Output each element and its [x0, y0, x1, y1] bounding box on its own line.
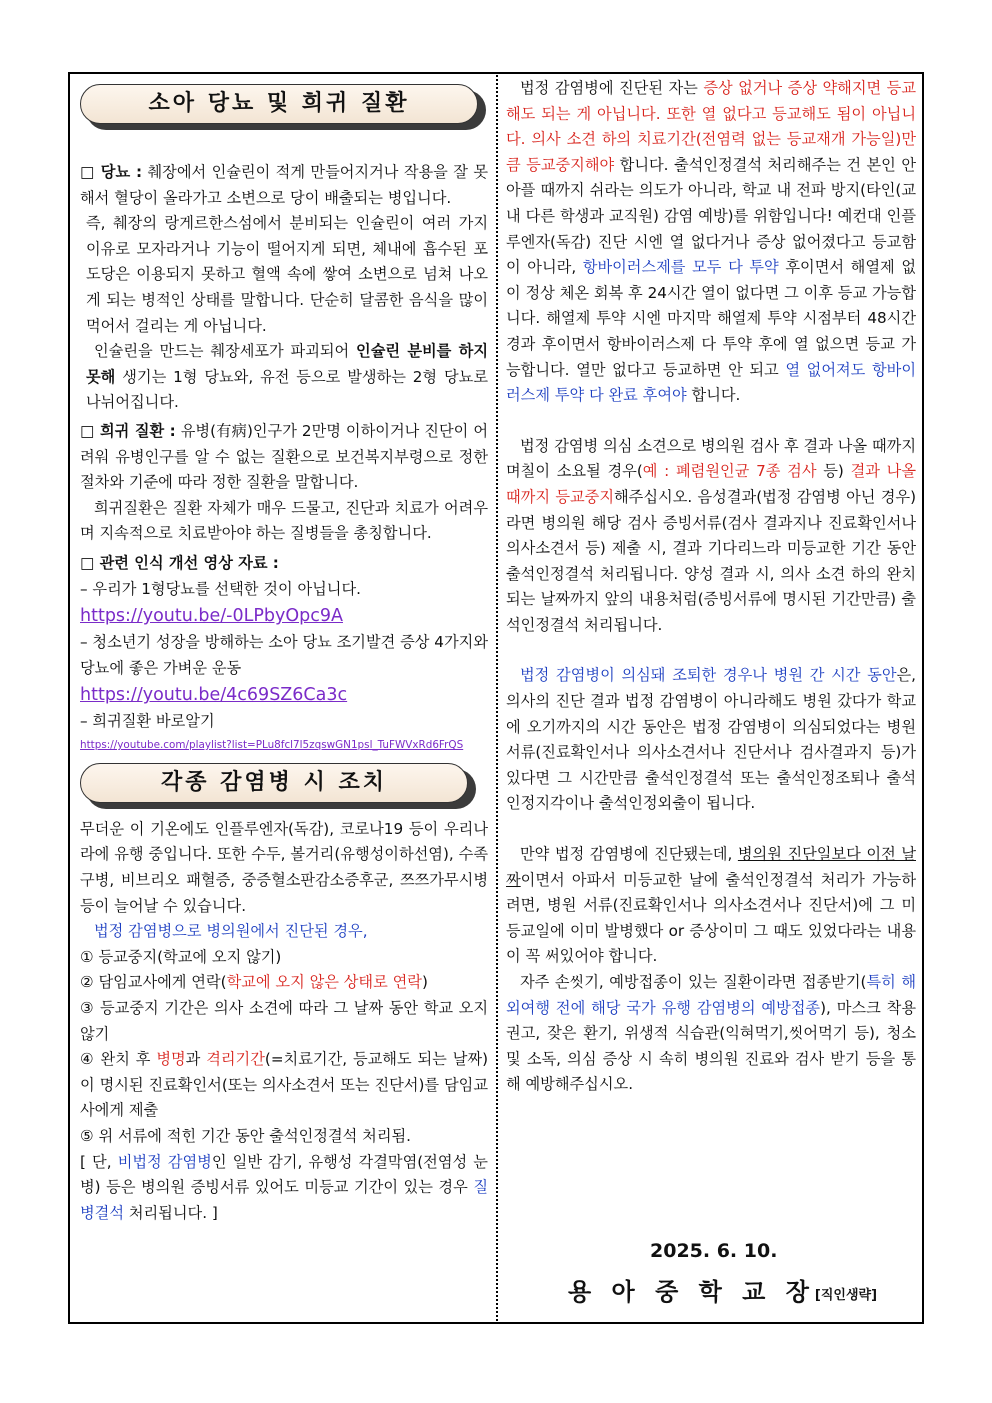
step-1: ① 등교중지(학교에 오지 않기) — [80, 947, 282, 966]
video3-link[interactable]: https://youtube.com/playlist?list=PLu8fcl7l5zqswGN1psl_TuFWVxRd6FrQS — [80, 738, 464, 751]
p1-end: 합니다. — [686, 386, 741, 405]
rare-disease-heading: □ 희귀 질환 : — [80, 421, 176, 440]
infection-lead: 법정 감염병으로 병의원에서 진단된 경우, — [94, 922, 368, 941]
principal-signature — [568, 1272, 877, 1307]
right-column — [506, 76, 916, 1098]
p1-text: 법정 감염병에 진단된 자는 — [520, 79, 704, 97]
banner-title: 각종 감염병 시 조치 — [80, 763, 468, 803]
step-2-text: ② 담임교사에게 연락( — [80, 973, 227, 992]
principal-name: 용 아 중 학 교 장 — [568, 1278, 815, 1306]
rare-disease-definition — [80, 419, 488, 496]
diabetes-paragraph-3 — [80, 339, 488, 416]
step-4-and: 과 — [185, 1050, 207, 1069]
step-4-disease-name: 병명 — [156, 1050, 186, 1069]
non-legal-note — [80, 1150, 488, 1227]
p4-text: 만약 법정 감염병에 진단됐는데, — [520, 845, 738, 864]
p2-etc: 등) — [816, 462, 851, 481]
diabetes-p3-text: 인슐린을 만드는 췌장세포가 파괴되어 — [94, 342, 357, 361]
video1-link[interactable]: https://youtu.be/-0LPbyOpc9A — [80, 606, 343, 627]
step-4-isolation: 격리기간 — [206, 1050, 265, 1069]
right-paragraph-1 — [506, 76, 916, 409]
note-non-legal: 비법정 감염병 — [117, 1152, 212, 1171]
left-column — [80, 80, 488, 1226]
step-2-close: ) — [421, 973, 428, 992]
p2-rest: 해주십시오. 음성결과(법정 감염병 아닌 경우)라면 병의원 해당 검사 증빙서류(검사 결과지나 진료확인서나 의사소견서 등) 제출 시, 결과 기다리느라 미등교한 기간 동안 출석인정결석 처리됩니다. 양성 결과 시, 의사 소견 하의 완치되는 날짜까지 앞의 내용처럼(증빙서류에 명시된 기간만큼) 출석인정결석 처리됩니다. — [506, 487, 916, 634]
p1-text-2: 합니다. 출석인정결석 처리해주는 건 본인 안 아플 때까지 쉬라는 의도가 아니라, 학교 내 전파 방지(타인(교내 다른 학생과 교직원) 감염 예방)를 위함입니다! 예컨대 인플루엔자(독감) 진단 시엔 열 없다거나 증상 없어졌다고 등교함이 아니라, — [506, 155, 916, 277]
section-banner-infection — [80, 763, 474, 805]
note-text: [ 단, — [80, 1152, 118, 1171]
p1-red: 증상 없거나 증상 약해지면 등교해도 되는 게 아닙니다. 또한 열 없다고 등교해도 됨이 아닙니다. 의사 소견 하의 치료기간(전염력 없는 등교재개 가능일)만큼 등교중지해야 — [506, 79, 916, 174]
step-4-text: ④ 완치 후 — [80, 1050, 157, 1069]
issue-date: 2025. 6. 10. — [650, 1240, 778, 1262]
right-paragraph-2 — [506, 434, 916, 639]
p5-text: 자주 손씻기, 예방접종이 있는 질환이라면 접종받기( — [520, 973, 867, 991]
rare-disease-paragraph-2: 희귀질환은 질환 자체가 매우 드물고, 진단과 치료가 어려우며 지속적으로 치료받아야 하는 질병들을 총칭합니다. — [80, 498, 488, 543]
diabetes-p3-bold: 인슐린 분비를 하지 못해 — [86, 342, 488, 386]
note-text-2: 인 일반 감기, 유행성 각결막염(전염성 눈병) 등은 병의원 증빙서류 있어도 미등교 기간이 있는 경우 — [80, 1152, 488, 1197]
banner-title: 소아 당뇨 및 희귀 질환 — [80, 84, 478, 124]
step-3: ③ 등교중지 기간은 의사 소견에 따라 그 날짜 동안 학교 오지 않기 — [80, 999, 488, 1043]
p4-rest: 이면서 아파서 미등교한 날에 출석인정결석 처리가 가능하려면, 병원 서류(진료확인서나 의사소견서나 진단서)에 그 미등교일에 이미 발병했다 or 증상이미 그 때도 있었다라는 내용이 꼭 써있어야 합니다. — [506, 870, 916, 966]
p1-blue-2: 열 없어져도 항바이러스제 투약 다 완료 후여야 — [506, 360, 916, 405]
note-end: 처리됩니다. ] — [124, 1203, 218, 1222]
video2-link[interactable]: https://youtu.be/4c69SZ6Ca3c — [80, 685, 348, 706]
video1-title: – 우리가 1형당뇨를 선택한 것이 아닙니다. — [80, 579, 361, 598]
p1-text-3: 후이면서 해열제 없이 정상 체온 회복 후 24시간 열이 없다면 그 이후 등교 가능합니다. 해열제 투약 시엔 마지막 해열제 투약 시점부터 48시간 경과 후이면서 항바이러스제 다 투약 후에 열 없으면 등교 가능합니다. 열만 없다고 등교하면 안 되고 — [506, 258, 916, 379]
rare-disease-text: 유병(有病)인구가 2만명 이하이거나 진단이 어려워 유병인구를 알 수 없는 질환으로 보건복지부령으로 정한 절차와 기준에 따라 정한 질환을 말합니다. — [80, 421, 488, 492]
step-2 — [80, 970, 488, 996]
video-heading: □ 관련 인식 개선 영상 자료 : — [80, 553, 279, 572]
p5-blue: 특히 해외여행 전에 해당 국가 유행 감염병의 예방접종 — [506, 973, 916, 1017]
step-4-rest: (=치료기간, 등교해도 되는 날짜)이 명시된 진료확인서(또는 의사소견서 또는 진단서)를 담임교사에게 제출 — [80, 1050, 488, 1120]
diabetes-definition — [80, 160, 488, 211]
p3-rest: 은, 의사의 진단 결과 법정 감염병이 아니라해도 병원 갔다가 학교에 오기까지의 시간 동안은 법정 감염병이 의심되었다는 병원 서류(진료확인서나 의사소견서나 진단서나 검사결과지 등)가 있다면 그 시간만큼 출석인정결석 또는 출석인정조퇴나 출석인정지각이나 출석인정외출이 됩니다. — [506, 666, 916, 813]
note-sick-absence: 질병결석 — [80, 1178, 488, 1222]
step-2-red: 학교에 오지 않은 상태로 연락 — [226, 973, 422, 992]
step-4 — [80, 1047, 488, 1124]
diabetes-p3-rest: 생기는 1형 당뇨와, 유전 등으로 발생하는 2형 당뇨로 나뉘어집니다. — [86, 367, 488, 412]
p2-red: 결과 나올 때까지 등교중지 — [506, 462, 916, 506]
p4-underlined: 병의원 진단일보다 이전 날짜 — [506, 845, 916, 889]
seal-note: [직인생략] — [814, 1288, 878, 1303]
right-paragraph-4 — [506, 842, 916, 970]
diabetes-paragraph-2: 즉, 췌장의 랑게르한스섬에서 분비되는 인슐린이 여러 가지 이유로 모자라거나 기능이 떨어지게 되면, 체내에 흡수된 포도당은 이용되지 못하고 혈액 속에 쌓여 소변으로 넘쳐 나오게 되는 병적인 상태를 말합니다. 단순히 달콤한 음식을 많이 먹어서 걸리는 게 아닙니다. — [86, 214, 488, 335]
diabetes-heading: □ 당뇨 : — [80, 163, 143, 181]
column-divider — [496, 72, 498, 1324]
video3-title: – 희귀질환 바로알기 — [80, 712, 215, 731]
p5-rest: ), 마스크 착용 권고, 잦은 환기, 위생적 식습관(익혀먹기,씻어먹기 등), 청소 및 소독, 의심 증상 시 속히 병의원 진료와 검사 받기 등을 통해 예방해주십시오. — [506, 998, 917, 1094]
video2-title: – 청소년기 성장을 방해하는 소아 당뇨 조기발견 증상 4가지와 당뇨에 좋은 가벼운 운동 — [80, 633, 488, 677]
section-banner-diabetes — [80, 84, 484, 126]
p3-blue: 법정 감염병이 의심돼 조퇴한 경우나 병원 간 시간 동안 — [520, 666, 897, 685]
step-5: ⑤ 위 서류에 적힌 기간 동안 출석인정결석 처리됨. — [80, 1127, 411, 1145]
diabetes-text: 췌장에서 인슐린이 적게 만들어지거나 작용을 잘 못해서 혈당이 올라가고 소변으로 당이 배출되는 병입니다. — [80, 163, 489, 207]
p2-text: 법정 감염병 의심 소견으로 병의원 검사 후 결과 나올 때까지 며칠이 소요될 경우( — [506, 436, 916, 481]
right-paragraph-5 — [506, 970, 916, 1098]
p2-example: 예 : 폐렴원인균 7종 검사 — [642, 462, 817, 481]
infection-intro: 무더운 이 기온에도 인플루엔자(독감), 코로나19 등이 우리나라에 유행 중입니다. 또한 수두, 볼거리(유행성이하선염), 수족구병, 비브리오 패혈증, 중증혈소판감소증후군, 쯔쯔가무시병 등이 늘어날 수 있습니다. — [80, 819, 488, 915]
p1-blue: 항바이러스제를 모두 다 투약 — [582, 258, 779, 277]
right-paragraph-3 — [506, 663, 916, 817]
